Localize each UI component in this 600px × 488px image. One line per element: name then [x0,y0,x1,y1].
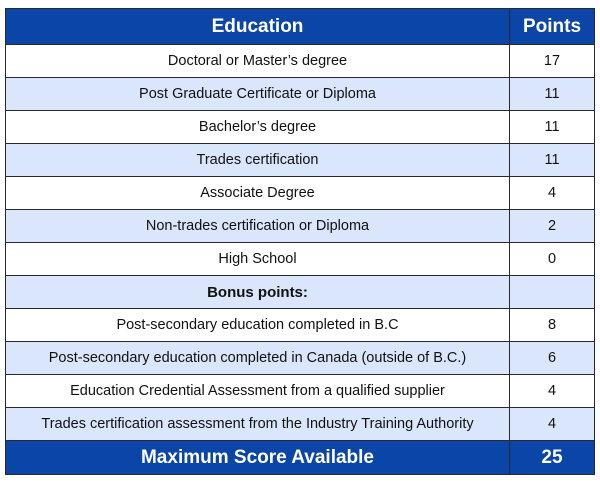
table-row [6,309,595,342]
education-label: Non-trades certification or Diploma [6,210,510,243]
table-row [6,111,595,144]
bonus-label: Education Credential Assessment from a qualified supplier [6,375,510,408]
maximum-score-value: 25 [510,441,595,475]
table-row [6,177,595,210]
points-value: 4 [510,375,595,408]
education-points-table-container [5,8,594,481]
points-value: 2 [510,210,595,243]
education-column-header: Education [6,9,510,45]
points-value: 11 [510,144,595,177]
table-header-row [6,9,595,45]
education-label: Bachelor’s degree [6,111,510,144]
bonus-label: Trades certification assessment from the Industry Training Authority [6,408,510,441]
table-row [6,78,595,111]
points-value: 4 [510,408,595,441]
points-value: 6 [510,342,595,375]
table-row [6,342,595,375]
education-label: Trades certification [6,144,510,177]
maximum-score-label: Maximum Score Available [6,441,510,475]
points-value: 4 [510,177,595,210]
points-value: 11 [510,111,595,144]
table-row [6,375,595,408]
points-value: 11 [510,78,595,111]
points-value: 17 [510,45,595,78]
points-column-header: Points [510,9,595,45]
education-label: Associate Degree [6,177,510,210]
table-row [6,243,595,276]
points-value: 0 [510,243,595,276]
bonus-points-label: Bonus points: [6,276,510,309]
points-value: 8 [510,309,595,342]
bonus-label: Post-secondary education completed in Canada (outside of B.C.) [6,342,510,375]
table-footer-row [6,441,595,475]
education-points-table [5,8,595,475]
education-label: Post Graduate Certificate or Diploma [6,78,510,111]
education-label: High School [6,243,510,276]
table-row [6,45,595,78]
education-label: Doctoral or Master’s degree [6,45,510,78]
bonus-points-empty-cell [510,276,595,309]
table-row [6,144,595,177]
bonus-points-heading-row [6,276,595,309]
table-row [6,210,595,243]
table-row [6,408,595,441]
bonus-label: Post-secondary education completed in B.C [6,309,510,342]
